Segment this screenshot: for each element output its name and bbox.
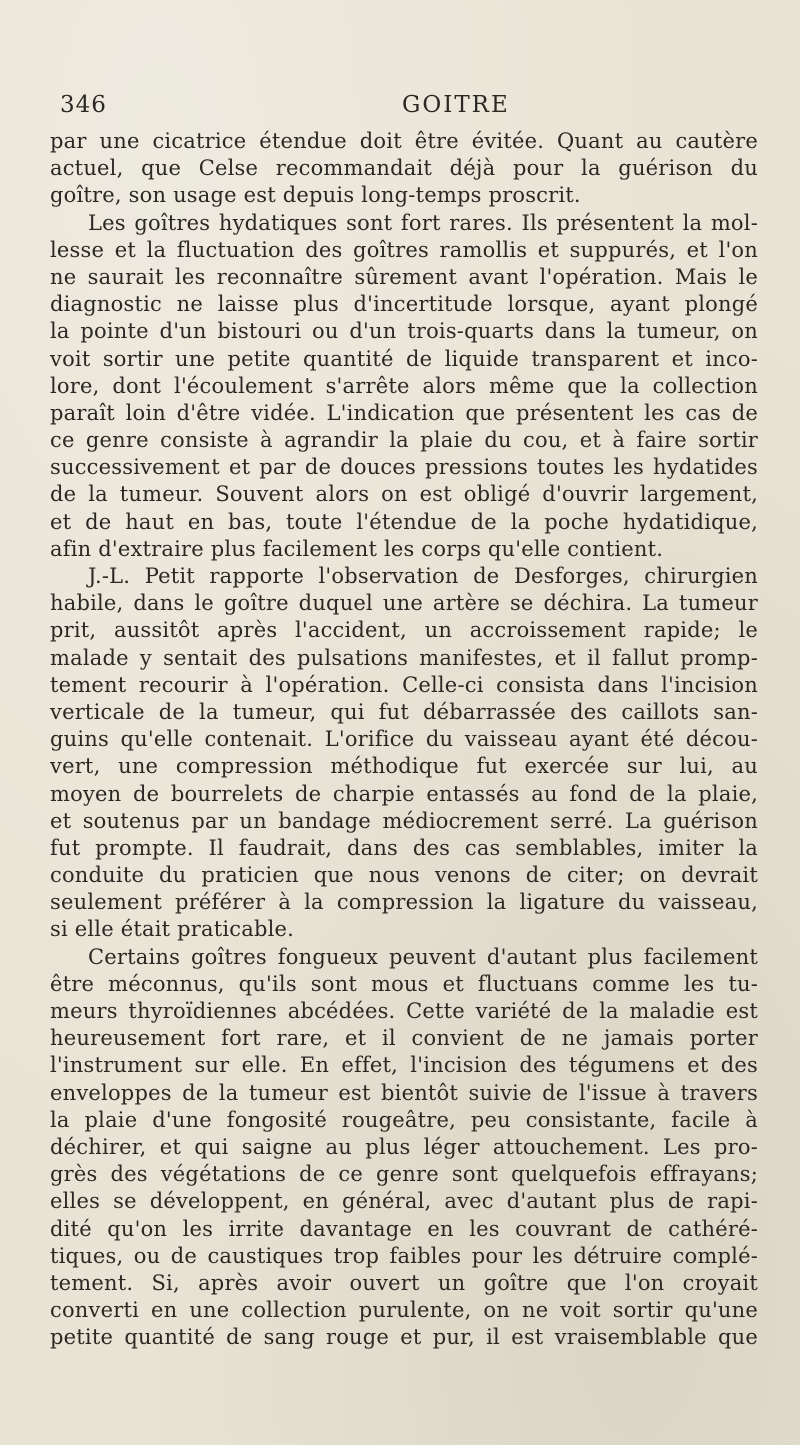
- page-header: [60, 92, 740, 122]
- text-line: seulement préférer à la compression la ligature du vaisseau,: [50, 890, 758, 915]
- text-line: Les goîtres hydatiques sont fort rares. Ils présentent la mol-: [88, 210, 758, 235]
- text-line: goître, son usage est depuis long-temps proscrit.: [50, 183, 581, 208]
- text-line: lesse et la fluctuation des goîtres ramollis et suppurés, et l'on: [50, 237, 758, 262]
- text-line: la pointe d'un bistouri ou d'un trois-quarts dans la tumeur, on: [50, 319, 758, 344]
- running-head: GOITRE: [402, 92, 510, 118]
- text-line: fut prompte. Il faudrait, dans des cas semblables, imiter la: [50, 835, 758, 860]
- text-line: être méconnus, qu'ils sont mous et fluctuans comme les tu-: [50, 971, 758, 996]
- text-line: ce genre consiste à agrandir la plaie du cou, et à faire sortir: [50, 428, 758, 453]
- text-line: heureusement fort rare, et il convient de ne jamais porter: [50, 1026, 758, 1051]
- body-text: [50, 128, 758, 1351]
- text-line: et soutenus par un bandage médiocrement serré. La guérison: [50, 808, 758, 833]
- text-line: conduite du praticien que nous venons de citer; on devrait: [50, 863, 758, 888]
- text-line: par une cicatrice étendue doit être évitée. Quant au cautère: [50, 129, 758, 153]
- text-line: moyen de bourrelets de charpie entassés au fond de la plaie,: [50, 781, 758, 806]
- text-line: grès des végétations de ce genre sont quelquefois effrayans;: [50, 1162, 758, 1187]
- text-line: dité qu'on les irrite davantage en les couvrant de cathéré-: [50, 1216, 758, 1241]
- text-line: tement. Si, après avoir ouvert un goître que l'on croyait: [50, 1270, 758, 1295]
- text-line: habile, dans le goître duquel une artère se déchira. La tumeur: [50, 591, 758, 616]
- text-line: petite quantité de sang rouge et pur, il est vraisemblable que: [50, 1325, 758, 1350]
- text-line: J.-L. Petit rapporte l'observation de Desforges, chirurgien: [88, 564, 758, 588]
- text-line: ne saurait les reconnaître sûrement avant l'opération. Mais le: [50, 264, 758, 289]
- text-line: déchirer, et qui saigne au plus léger attouchement. Les pro-: [50, 1134, 758, 1159]
- text-line: Certains goîtres fongueux peuvent d'autant plus facilement: [88, 944, 758, 969]
- text-line: guins qu'elle contenait. L'orifice du vaisseau ayant été décou-: [50, 727, 758, 752]
- text-line: diagnostic ne laisse plus d'incertitude lorsque, ayant plongé: [50, 292, 758, 317]
- text-line: paraît loin d'être vidée. L'indication que présentent les cas de: [50, 400, 758, 425]
- text-line: successivement et par de douces pressions toutes les hydatides: [50, 455, 758, 480]
- text-line: malade y sentait des pulsations manifestes, et il fallut promp-: [50, 645, 758, 670]
- text-line: afin d'extraire plus facilement les corps qu'elle contient.: [50, 536, 664, 561]
- text-line: de la tumeur. Souvent alors on est obligé d'ouvrir largement,: [50, 482, 758, 507]
- text-line: meurs thyroïdiennes abcédées. Cette variété de la maladie est: [50, 999, 758, 1023]
- text-line: si elle était praticable.: [50, 917, 295, 942]
- text-line: verticale de la tumeur, qui fut débarrassée des caillots san-: [50, 699, 758, 724]
- text-line: lore, dont l'écoulement s'arrête alors même que la collection: [50, 373, 758, 398]
- text-line: vert, une compression méthodique fut exercée sur lui, au: [50, 754, 758, 779]
- text-line: voit sortir une petite quantité de liquide transparent et inco-: [50, 346, 758, 371]
- page-number: 346: [60, 92, 107, 118]
- text-line: elles se développent, en général, avec d'autant plus de rapi-: [50, 1189, 758, 1214]
- text-line: tement recourir à l'opération. Celle-ci consista dans l'incision: [50, 672, 758, 697]
- text-line: et de haut en bas, toute l'étendue de la poche hydatidique,: [50, 509, 758, 534]
- text-line: tiques, ou de caustiques trop faibles pour les détruire complé-: [50, 1243, 758, 1268]
- text-line: prit, aussitôt après l'accident, un accroissement rapide; le: [50, 618, 758, 643]
- text-line: actuel, que Celse recommandait déjà pour la guérison du: [50, 156, 758, 181]
- text-line: enveloppes de la tumeur est bientôt suivie de l'issue à travers: [50, 1080, 758, 1105]
- text-line: la plaie d'une fongosité rougeâtre, peu consistante, facile à: [50, 1107, 758, 1132]
- text-line: l'instrument sur elle. En effet, l'incision des tégumens et des: [50, 1053, 758, 1078]
- text-line: converti en une collection purulente, on ne voit sortir qu'une: [50, 1298, 758, 1323]
